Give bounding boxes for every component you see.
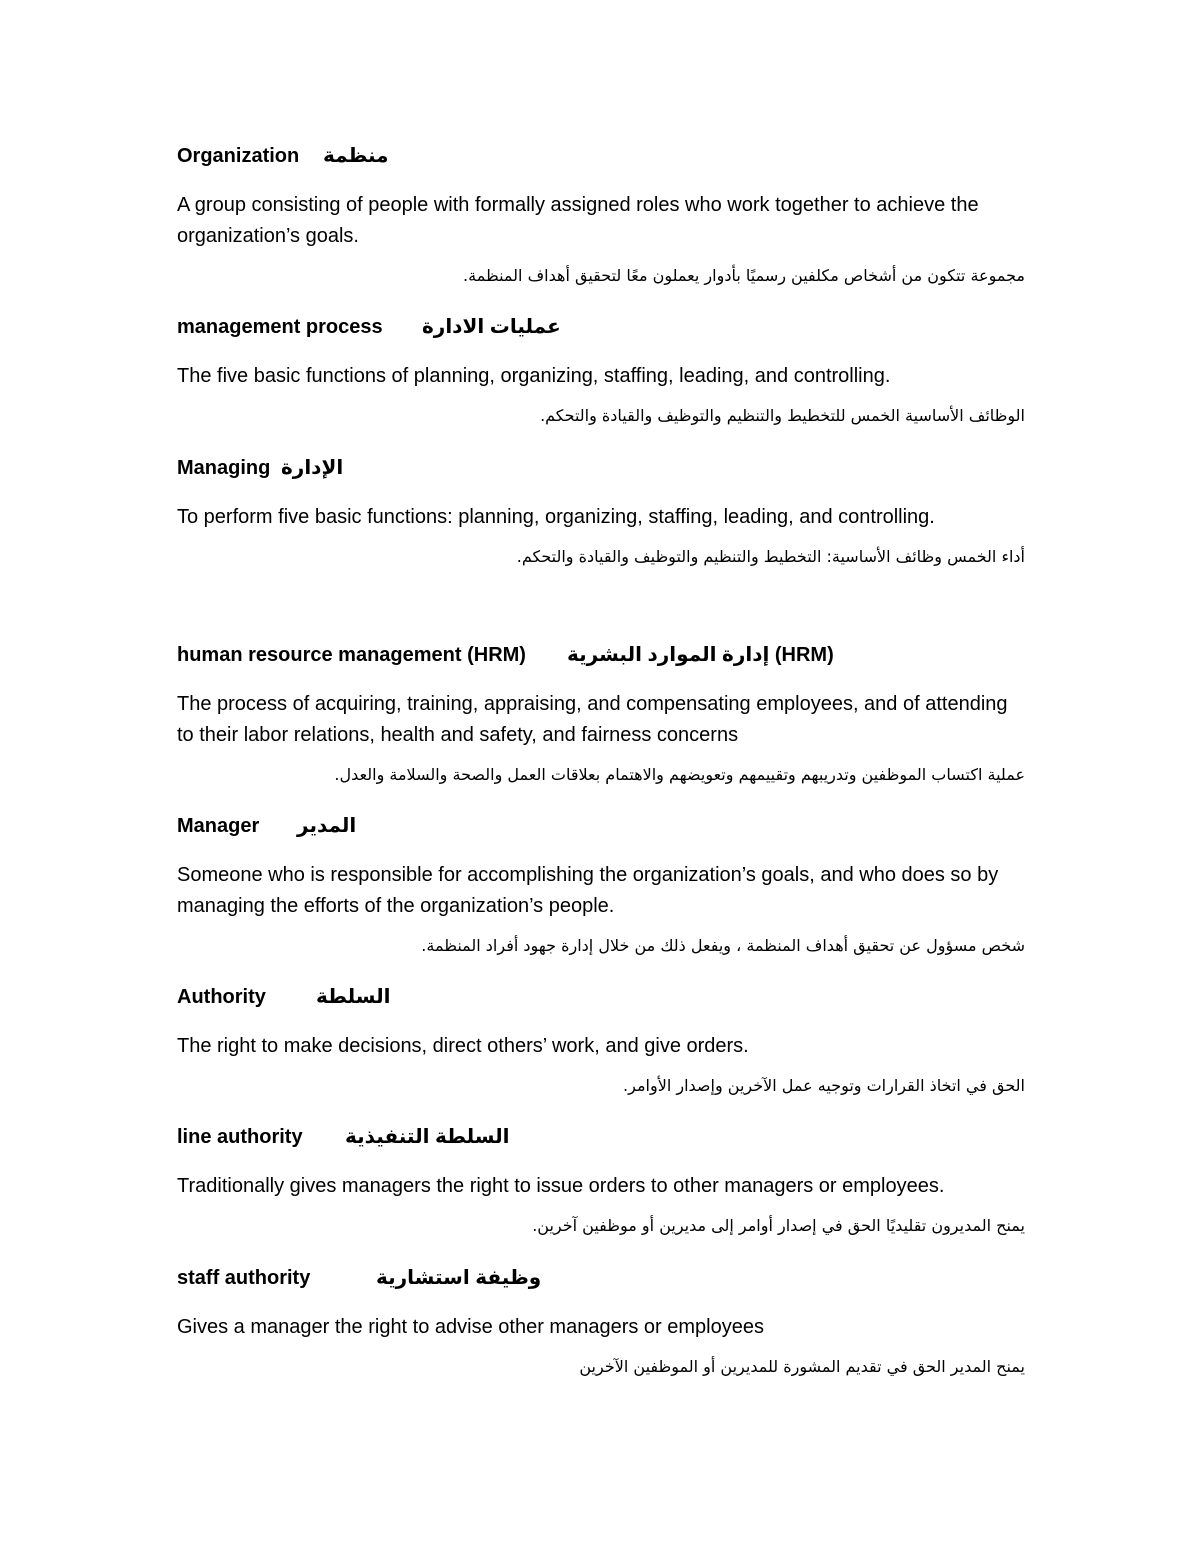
- term-heading: [177, 314, 1027, 340]
- term-english: Manager: [177, 815, 260, 837]
- term-arabic: السلطة: [316, 986, 391, 1008]
- term-english: Managing: [177, 457, 271, 479]
- term-english: Organization: [177, 145, 300, 167]
- definition-arabic: شخص مسؤول عن تحقيق أهداف المنظمة ، ويفعل ذلك من خلال إدارة جهود أفراد المنظمة.: [421, 936, 1025, 955]
- definition-arabic: الحق في اتخاذ القرارات وتوجيه عمل الآخرين وإصدار الأوامر.: [623, 1076, 1025, 1095]
- definition-english: The five basic functions of planning, organizing, staffing, leading, and controlling.: [177, 365, 891, 387]
- term-english: staff authority: [177, 1267, 311, 1289]
- term-heading: [177, 1124, 1027, 1150]
- glossary-entry: [177, 984, 1027, 1098]
- term-arabic: السلطة التنفيذية: [345, 1126, 510, 1148]
- term-arabic: إدارة الموارد البشرية (HRM): [567, 644, 834, 666]
- glossary-entry: [177, 1124, 1027, 1238]
- definition-arabic: عملية اكتساب الموظفين وتدريبهم وتقييمهم وتعويضهم والاهتمام بعلاقات العمل والصحة والسلامة والعدل.: [334, 765, 1025, 784]
- term-heading: [177, 984, 1027, 1010]
- glossary-entry: [177, 455, 1027, 569]
- term-heading: [177, 143, 1027, 169]
- term-english: Authority: [177, 986, 266, 1008]
- term-english: line authority: [177, 1126, 303, 1148]
- term-english: management process: [177, 316, 383, 338]
- definition-arabic: أداء الخمس وظائف الأساسية: التخطيط والتنظيم والتوظيف والقيادة والتحكم.: [516, 547, 1025, 566]
- glossary-entry: [177, 642, 1027, 787]
- term-heading: [177, 455, 1027, 481]
- glossary-entry: [177, 813, 1027, 958]
- definition-english: Someone who is responsible for accomplishing the organization’s goals, and who does so by managing the efforts of the organization’s people.: [177, 864, 999, 917]
- term-heading: [177, 1265, 1027, 1291]
- glossary-entry: [177, 314, 1027, 428]
- definition-english: The right to make decisions, direct others’ work, and give orders.: [177, 1035, 749, 1057]
- definition-english: A group consisting of people with formally assigned roles who work together to achieve the organization’s goals.: [177, 194, 979, 247]
- definition-english: The process of acquiring, training, appraising, and compensating employees, and of attending to their labor relations, health and safety, and fairness concerns: [177, 693, 1008, 746]
- definition-arabic: مجموعة تتكون من أشخاص مكلفين رسميًا بأدوار يعملون معًا لتحقيق أهداف المنظمة.: [463, 266, 1025, 285]
- definition-english: Traditionally gives managers the right to issue orders to other managers or employees.: [177, 1175, 945, 1197]
- term-english: human resource management (HRM): [177, 644, 526, 666]
- term-heading: [177, 813, 1027, 839]
- term-arabic: عمليات الادارة: [422, 316, 561, 338]
- definition-arabic: يمنح المديرون تقليديًا الحق في إصدار أوامر إلى مديرين أو موظفين آخرين.: [532, 1216, 1025, 1235]
- term-heading: [177, 642, 1027, 668]
- term-arabic: الإدارة: [281, 457, 344, 479]
- definition-english: Gives a manager the right to advise other managers or employees: [177, 1316, 764, 1338]
- definition-arabic: الوظائف الأساسية الخمس للتخطيط والتنظيم والتوظيف والقيادة والتحكم.: [540, 406, 1025, 425]
- glossary-entry: [177, 1265, 1027, 1379]
- definition-english: To perform five basic functions: planning, organizing, staffing, leading, and controlling.: [177, 506, 935, 528]
- term-arabic: وظيفة استشارية: [376, 1267, 542, 1289]
- term-arabic: منظمة: [323, 145, 389, 167]
- definition-arabic: يمنح المدير الحق في تقديم المشورة للمديرين أو الموظفين الآخرين: [579, 1357, 1025, 1376]
- term-arabic: المدير: [297, 815, 357, 837]
- glossary-entry: [177, 143, 1027, 288]
